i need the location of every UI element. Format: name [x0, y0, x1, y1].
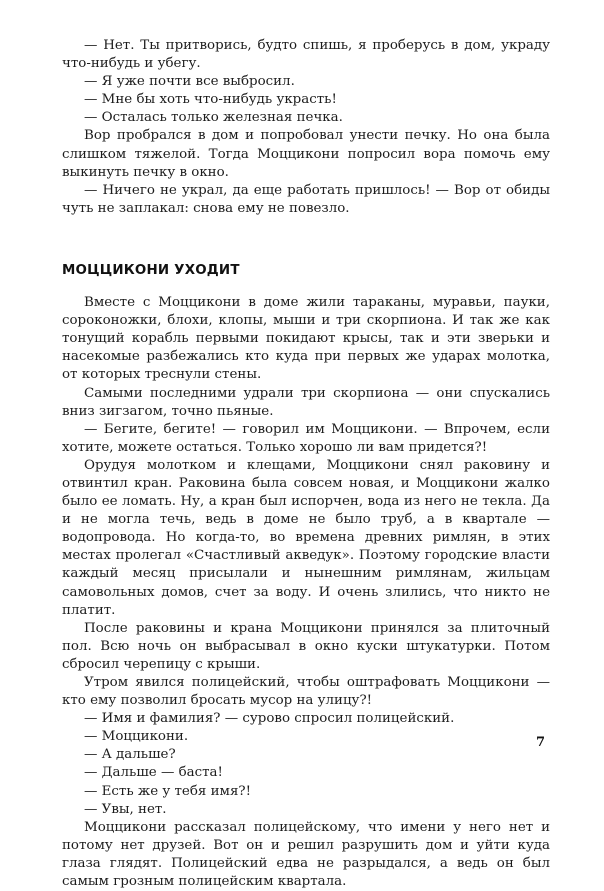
dialogue-line: — Увы, нет.: [84, 801, 167, 817]
dialogue-line: — Дальше — баста!: [84, 765, 223, 781]
paragraph: Вор пробрался в дом и попробовал унести печку. Но она была слишком тяжелой. Тогда Моццикони попросил вора помочь ему выкинуть печку в окно.: [62, 128, 550, 180]
paragraph: — Мне бы хоть что-нибудь украсть!: [84, 92, 337, 108]
book-page: [62, 37, 550, 891]
section-title: МОЦЦИКОНИ УХОДИТ: [62, 262, 240, 278]
paragraph: — Ничего не украл, да еще работать пришлось! — Вор от обиды чуть не заплакал: снова ему не повезло.: [62, 182, 550, 216]
top-text: [62, 37, 550, 218]
paragraph: Моццикони рассказал полицейскому, что имени у него нет и потому нет друзей. Вот он и решил разрушить дом и уйти куда глаза глядят. Полицейский едва не разрыдался, а ведь он был самым грозным полицейским квартала.: [62, 819, 550, 890]
dialogue-line: — А дальше?: [84, 747, 176, 763]
dialogue-line: — Имя и фамилия? — сурово спросил полицейский.: [84, 711, 455, 727]
dialogue-line: — Моццикони.: [84, 729, 189, 745]
paragraph: — Бегите, бегите! — говорил им Моццикони. — Впрочем, если хотите, можете остаться. Только хорошо ли вам придется?!: [62, 421, 550, 455]
paragraph: Утром явился полицейский, чтобы оштрафовать Моццикони — кто ему позволил бросать мусор на улицу?!: [62, 675, 550, 709]
page-number: 7: [535, 735, 545, 750]
dialogue-line: — Есть же у тебя имя?!: [84, 783, 251, 799]
paragraph: После раковины и крана Моццикони принялся за плиточный пол. Всю ночь он выбрасывал в окно куски штукатурки. Потом сбросил черепицу с крыши.: [62, 620, 550, 672]
paragraph: — Нет. Ты притворись, будто спишь, я проберусь в дом, украду что-нибудь и убегу.: [62, 38, 550, 72]
paragraph: Самыми последними удрали три скорпиона — они спускались вниз зигзагом, точно пьяные.: [62, 385, 550, 419]
paragraph: — Осталась только железная печка.: [84, 110, 343, 126]
paragraph: — Я уже почти все выбросил.: [84, 74, 295, 90]
paragraph: Вместе с Моццикони в доме жили тараканы, муравьи, пауки, сороконожки, блохи, клопы, мыши и три скорпиона. И так же как тонущий корабль первыми покидают крысы, так и эти зверьки и насекомые разбежались кто куда при первых же ударах молотка, от которых треснули стены.: [62, 295, 550, 383]
paragraph: Орудуя молотком и клещами, Моццикони снял раковину и отвинтил кран. Раковина была совсем новая, и Моццикони жалко было ее ломать. Ну, а кран был испорчен, вода из него не текла. Да и не могла течь, ведь в доме не было труб, а в квартале — водопровода. Но когда-то, во времена древних римлян, в этих местах пролегал «Счастливый акведук». Поэтому городские власти каждый месяц присылали и нынешним римлянам, жильцам самовольных домов, счет за воду. И очень злились, что никто не платит.: [62, 457, 550, 618]
section-text: [62, 294, 550, 891]
